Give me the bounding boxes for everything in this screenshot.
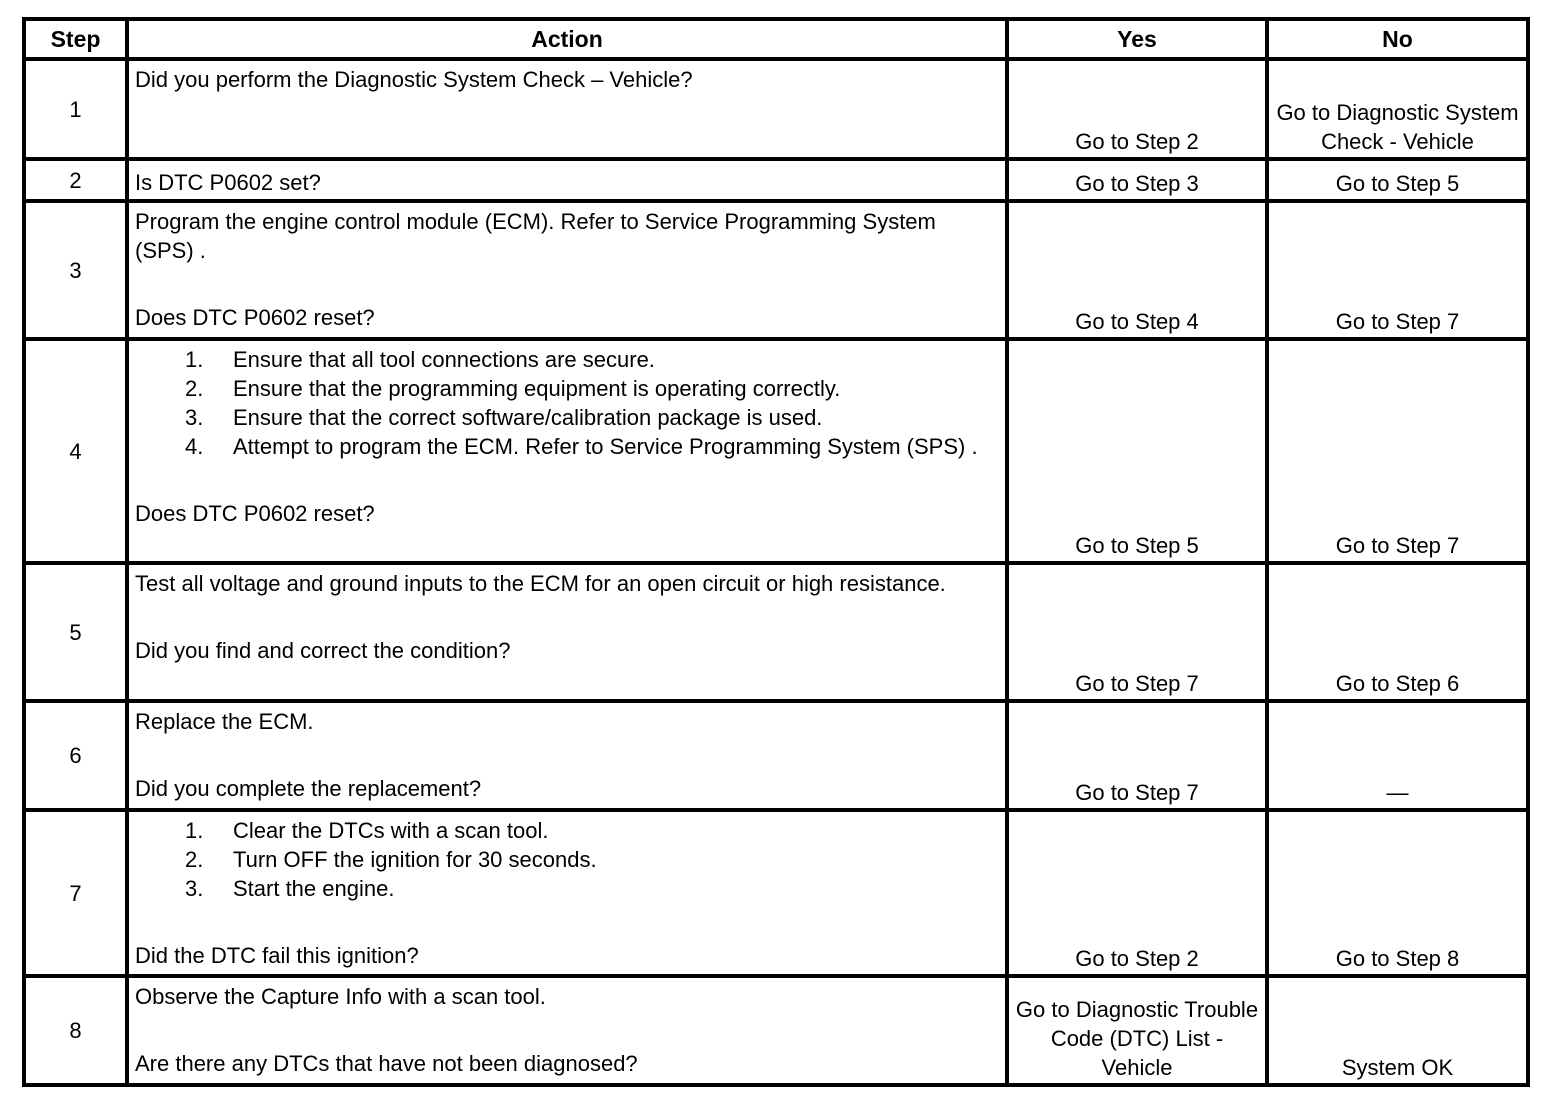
action-cell — [127, 701, 1007, 810]
action-text: Is DTC P0602 set? — [135, 170, 321, 195]
no-link[interactable]: Go to Step 6 — [1267, 563, 1528, 701]
action-question: Did you find and correct the condition? — [135, 638, 511, 663]
step-number: 7 — [24, 810, 127, 976]
table-row — [24, 59, 1528, 159]
action-question: Does DTC P0602 reset? — [135, 305, 375, 330]
header-yes: Yes — [1007, 19, 1267, 59]
step-number: 5 — [24, 563, 127, 701]
yes-link[interactable]: Go to Step 2 — [1007, 59, 1267, 159]
table-row — [24, 159, 1528, 201]
no-link[interactable]: Go to Step 8 — [1267, 810, 1528, 976]
action-text: Did you perform the Diagnostic System Check – Vehicle? — [135, 67, 693, 92]
yes-link[interactable]: Go to Diagnostic Trouble Code (DTC) List - Vehicle — [1007, 976, 1267, 1085]
no-link: — — [1267, 701, 1528, 810]
list-item — [185, 816, 997, 845]
list-item — [185, 374, 997, 403]
action-question: Are there any DTCs that have not been diagnosed? — [135, 1051, 638, 1076]
list-number: 3. — [185, 405, 204, 430]
list-item — [185, 874, 997, 903]
list-text: Turn OFF the ignition for 30 seconds. — [233, 847, 597, 872]
step-number: 2 — [24, 159, 127, 201]
action-text: Replace the ECM. — [135, 709, 314, 734]
list-text: Ensure that all tool connections are secure. — [233, 347, 655, 372]
header-row — [24, 19, 1528, 59]
action-text: Program the engine control module (ECM). Refer to Service Programming System (SPS) . — [135, 209, 936, 263]
list-number: 1. — [185, 818, 204, 843]
list-item — [185, 432, 997, 461]
no-link[interactable]: Go to Diagnostic System Check - Vehicle — [1267, 59, 1528, 159]
list-number: 2. — [185, 847, 204, 872]
action-cell — [127, 159, 1007, 201]
step-number: 4 — [24, 339, 127, 563]
list-item — [185, 403, 997, 432]
no-link[interactable]: Go to Step 7 — [1267, 201, 1528, 339]
no-link[interactable]: Go to Step 7 — [1267, 339, 1528, 563]
header-no: No — [1267, 19, 1528, 59]
list-number: 3. — [185, 876, 204, 901]
yes-link[interactable]: Go to Step 4 — [1007, 201, 1267, 339]
header-action: Action — [127, 19, 1007, 59]
list-item — [185, 345, 997, 374]
action-cell — [127, 59, 1007, 159]
yes-link[interactable]: Go to Step 7 — [1007, 701, 1267, 810]
list-text: Attempt to program the ECM. Refer to Service Programming System (SPS) . — [233, 434, 978, 459]
step-number: 8 — [24, 976, 127, 1085]
action-text: Observe the Capture Info with a scan tool. — [135, 984, 546, 1009]
action-cell — [127, 976, 1007, 1085]
table-row — [24, 976, 1528, 1085]
procedure-list — [135, 345, 997, 461]
action-question: Did the DTC fail this ignition? — [135, 943, 419, 968]
action-question: Did you complete the replacement? — [135, 776, 482, 801]
list-text: Start the engine. — [233, 876, 395, 901]
yes-link[interactable]: Go to Step 3 — [1007, 159, 1267, 201]
action-cell — [127, 563, 1007, 701]
action-cell — [127, 810, 1007, 976]
action-cell — [127, 201, 1007, 339]
action-cell — [127, 339, 1007, 563]
step-number: 3 — [24, 201, 127, 339]
action-text: Test all voltage and ground inputs to the ECM for an open circuit or high resistance. — [135, 571, 946, 596]
step-number: 1 — [24, 59, 127, 159]
list-item — [185, 845, 997, 874]
step-number: 6 — [24, 701, 127, 810]
no-link[interactable]: Go to Step 5 — [1267, 159, 1528, 201]
list-number: 2. — [185, 376, 204, 401]
table-row — [24, 201, 1528, 339]
table-row — [24, 701, 1528, 810]
list-number: 4. — [185, 434, 204, 459]
action-question: Does DTC P0602 reset? — [135, 501, 375, 526]
table-row — [24, 339, 1528, 563]
list-text: Clear the DTCs with a scan tool. — [233, 818, 549, 843]
yes-link[interactable]: Go to Step 7 — [1007, 563, 1267, 701]
list-number: 1. — [185, 347, 204, 372]
table-row — [24, 563, 1528, 701]
header-step: Step — [24, 19, 127, 59]
list-text: Ensure that the correct software/calibration package is used. — [233, 405, 823, 430]
yes-link[interactable]: Go to Step 2 — [1007, 810, 1267, 976]
yes-link[interactable]: Go to Step 5 — [1007, 339, 1267, 563]
diagnostic-table — [22, 17, 1530, 1087]
procedure-list — [135, 816, 997, 903]
list-text: Ensure that the programming equipment is operating correctly. — [233, 376, 841, 401]
no-link: System OK — [1267, 976, 1528, 1085]
table-row — [24, 810, 1528, 976]
